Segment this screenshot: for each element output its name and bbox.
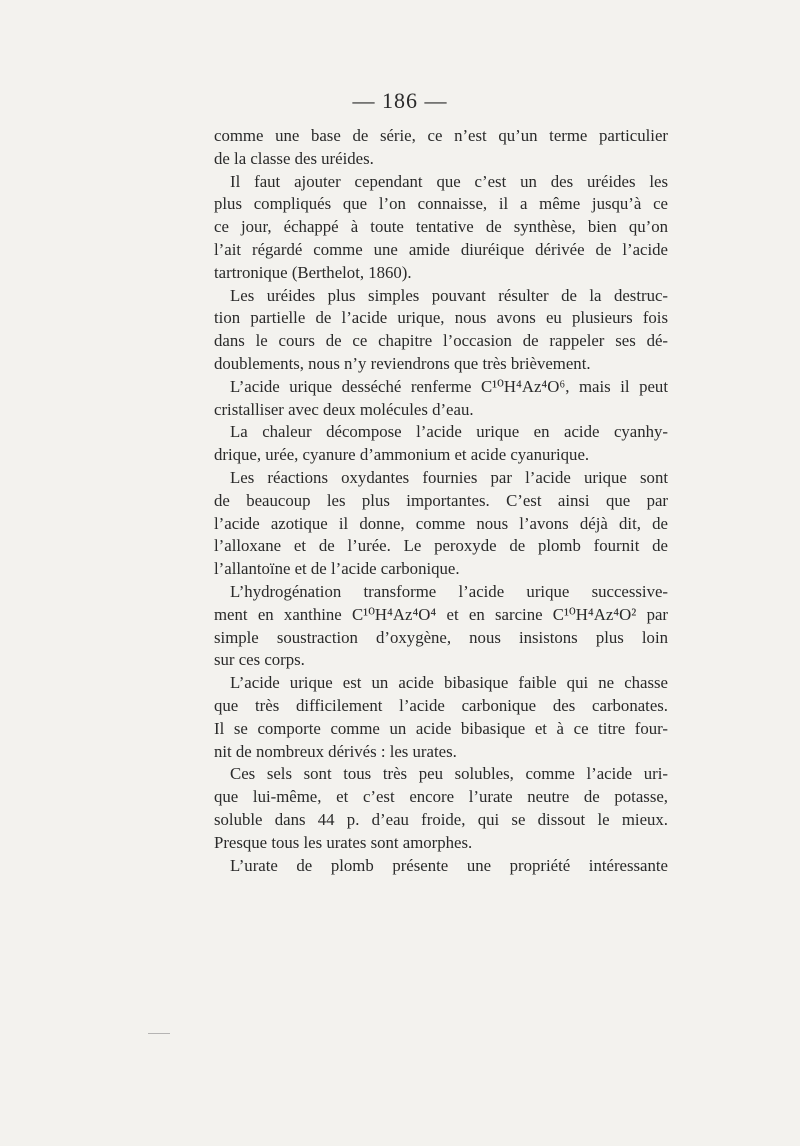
text-line: doublements, nous n’y reviendrons que très brièvement. xyxy=(214,353,591,373)
text-line: l’allantoïne et de l’acide carbonique. xyxy=(214,559,460,579)
text-line: que lui-même, et c’est encore l’urate neutre de potasse, xyxy=(214,787,668,807)
text-line: simple soustraction d’oxygène, nous insistons plus loin xyxy=(214,627,668,647)
text-line: nit de nombreux dérivés : les urates. xyxy=(214,741,457,761)
text-line: l’ait régardé comme une amide diuréique dérivée de l’acide xyxy=(214,239,668,259)
body-text xyxy=(214,125,668,877)
text-line: de beaucoup les plus importantes. C’est ainsi que par xyxy=(214,490,668,510)
text-line: Il se comporte comme un acide bibasique et à ce titre four- xyxy=(214,718,668,738)
text-line: L’acide urique est un acide bibasique faible qui ne chasse xyxy=(230,673,668,693)
text-line: Ces sels sont tous très peu solubles, comme l’acide uri- xyxy=(230,764,668,784)
text-line: L’acide urique desséché renferme C¹⁰H⁴Az⁴O⁶, mais il peut xyxy=(230,376,668,396)
page-number: — 186 — xyxy=(352,88,448,113)
text-line: l’alloxane et de l’urée. Le peroxyde de plomb fournit de xyxy=(214,536,668,556)
text-line: que très difficilement l’acide carbonique des carbonates. xyxy=(214,695,668,715)
text-line: ce jour, échappé à toute tentative de synthèse, bien qu’on xyxy=(214,217,668,237)
text-line: Presque tous les urates sont amorphes. xyxy=(214,832,473,852)
text-line: Il faut ajouter cependant que c’est un des uréides les xyxy=(230,171,668,191)
text-line: soluble dans 44 p. d’eau froide, qui se dissout le mieux. xyxy=(214,809,668,829)
text-line: l’acide azotique il donne, comme nous l’avons déjà dit, de xyxy=(214,513,668,533)
text-line: La chaleur décompose l’acide urique en acide cyanhy- xyxy=(230,422,668,442)
text-line: Les réactions oxydantes fournies par l’acide urique sont xyxy=(230,467,668,487)
text-line: drique, urée, cyanure d’ammonium et acide cyanurique. xyxy=(214,445,590,465)
text-line: Les uréides plus simples pouvant résulter de la destruc- xyxy=(230,285,668,305)
text-line: L’urate de plomb présente une propriété intéressante xyxy=(230,855,668,875)
text-line: tartronique (Berthelot, 1860). xyxy=(214,262,412,282)
text-line: ment en xanthine C¹⁰H⁴Az⁴O⁴ et en sarcine C¹⁰H⁴Az⁴O² par xyxy=(214,604,668,624)
text-line: dans le cours de ce chapitre l’occasion de rappeler ses dé- xyxy=(214,331,668,351)
text-line: cristalliser avec deux molécules d’eau. xyxy=(214,399,474,419)
text-line: comme une base de série, ce n’est qu’un terme particulier xyxy=(214,126,668,145)
text-line: L’hydrogénation transforme l’acide urique successive- xyxy=(230,581,668,601)
paper-speck xyxy=(148,1033,170,1034)
text-line: tion partielle de l’acide urique, nous avons eu plusieurs fois xyxy=(214,308,668,328)
text-line: de la classe des uréides. xyxy=(214,148,374,168)
text-line: plus compliqués que l’on connaisse, il a même jusqu’à ce xyxy=(214,194,668,214)
text-line: sur ces corps. xyxy=(214,650,305,670)
